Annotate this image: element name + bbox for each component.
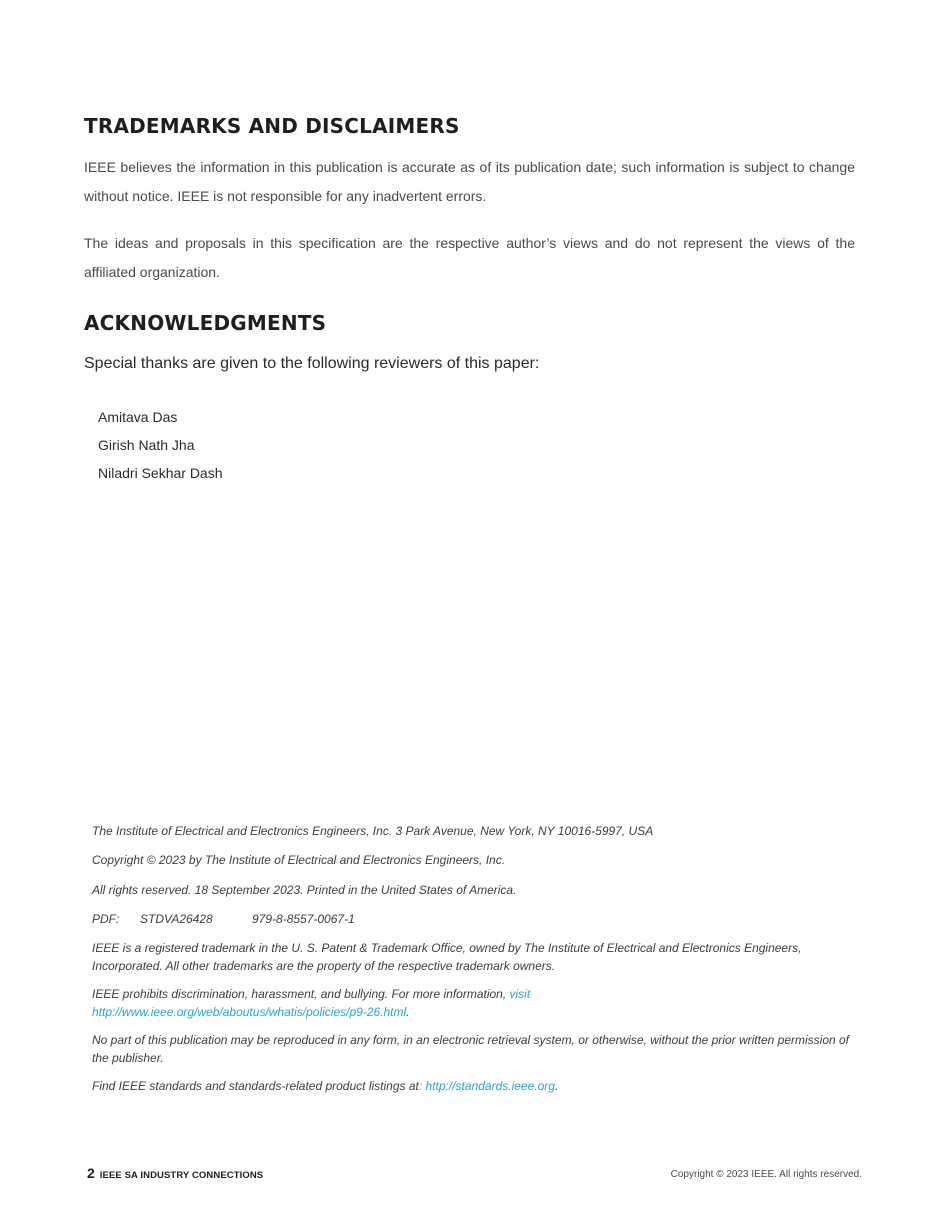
- reviewer-item: Girish Nath Jha: [98, 437, 195, 453]
- find-end: .: [554, 1079, 559, 1093]
- publication-name: IEEE SA INDUSTRY CONNECTIONS: [99, 1170, 264, 1181]
- legal-find-standards: [92, 1078, 852, 1096]
- pdf-code: STDVA26428: [140, 912, 213, 926]
- legal-discrimination: [92, 986, 572, 1021]
- find-text: Find IEEE standards and standards-related product listings at: [92, 1079, 419, 1093]
- pdf-label: PDF:: [92, 912, 120, 926]
- reviewer-list: [98, 403, 223, 487]
- legal-trademark-notice: IEEE is a registered trademark in the U. S. Patent & Trademark Office, owned by The Institute of Electrical and Electronics Engineers, Incorporated. All other trademarks are the property of the respective trademark owners.: [92, 941, 802, 973]
- reviewer-item: Niladri Sekhar Dash: [98, 465, 223, 481]
- footer-left: [87, 1165, 263, 1183]
- trademarks-heading: TRADEMARKS AND DISCLAIMERS: [84, 114, 460, 138]
- footer-copyright: Copyright © 2023 IEEE. All rights reserved.: [670, 1169, 862, 1180]
- discrimination-end: .: [406, 1004, 410, 1019]
- pdf-isbn: 979-8-8557-0067-1: [252, 912, 355, 926]
- acknowledgments-intro: Special thanks are given to the following reviewers of this paper:: [84, 355, 540, 372]
- page-number: 2: [87, 1165, 95, 1181]
- reviewer-item: Amitava Das: [98, 409, 178, 425]
- acknowledgments-heading: ACKNOWLEDGMENTS: [84, 311, 327, 335]
- legal-pdf-line: [92, 911, 852, 929]
- policy-link[interactable]: visit http://www.ieee.org/web/aboutus/whatis/policies/p9-26.html: [92, 987, 531, 1019]
- trademarks-paragraph-2: The ideas and proposals in this specification are the respective author’s views and do not represent the views of the affiliated organization.: [84, 235, 855, 280]
- trademarks-paragraph-1: IEEE believes the information in this publication is accurate as of its publication date; such information is subject to change without notice. IEEE is not responsible for any inadvertent errors.: [84, 159, 855, 204]
- standards-link[interactable]: http://standards.ieee.org: [422, 1079, 555, 1093]
- legal-reproduction: No part of this publication may be reproduced in any form, in an electronic retrieval system, or otherwise, without the prior written permission of the publisher.: [92, 1033, 850, 1065]
- find-colon: :: [418, 1079, 423, 1093]
- legal-address: The Institute of Electrical and Electronics Engineers, Inc. 3 Park Avenue, New York, NY 10016-5997, USA: [92, 824, 654, 838]
- legal-copyright: Copyright © 2023 by The Institute of Electrical and Electronics Engineers, Inc.: [92, 853, 506, 867]
- legal-rights: All rights reserved. 18 September 2023. Printed in the United States of America.: [92, 883, 517, 897]
- discrimination-text: IEEE prohibits discrimination, harassment, and bullying. For more information,: [92, 987, 510, 1001]
